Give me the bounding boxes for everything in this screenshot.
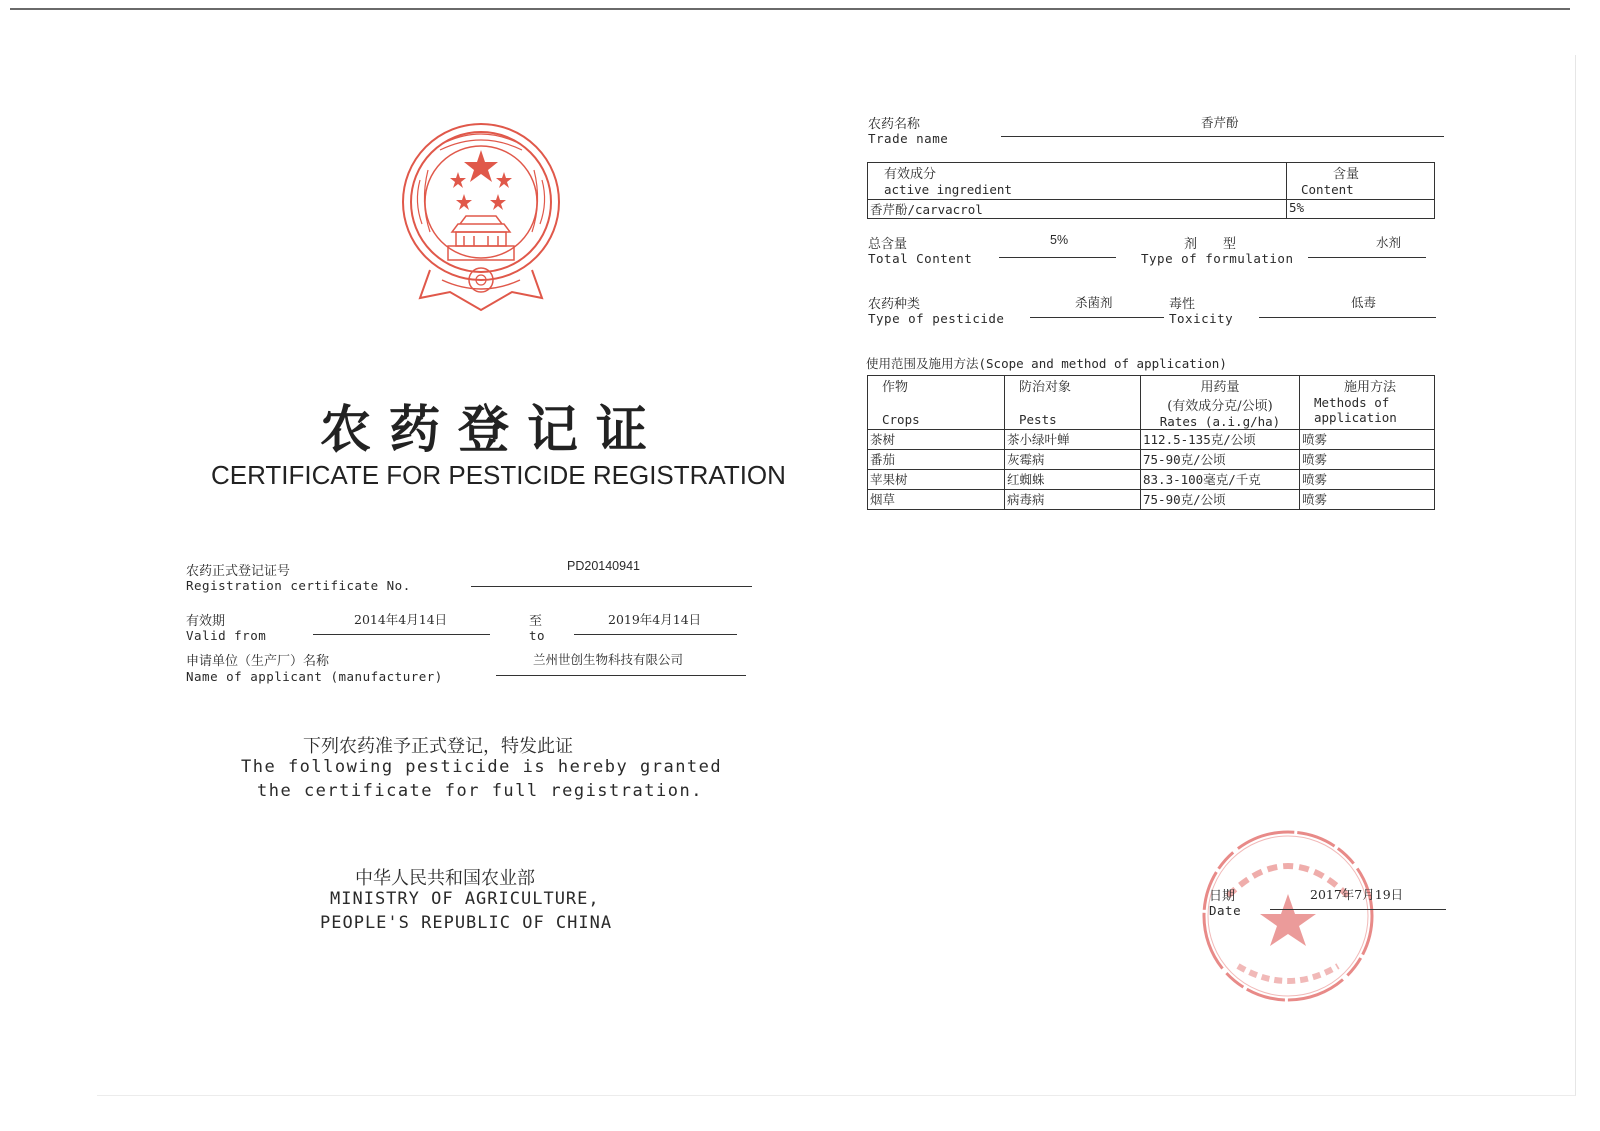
grant-statement-en-2: the certificate for full registration. (257, 781, 703, 801)
applicant-label-en: Name of applicant (manufacturer) (186, 669, 443, 684)
pest-cell: 病毒病 (1005, 490, 1141, 510)
rate-cell: 75-90克/公顷 (1141, 490, 1300, 510)
registration-no-label-en: Registration certificate No. (186, 578, 411, 593)
national-emblem-icon (400, 120, 562, 320)
total-content-label-en: Total Content (868, 251, 973, 266)
content-header-en: Content (1301, 182, 1354, 197)
ministry-name-en-1: MINISTRY OF AGRICULTURE, (330, 889, 600, 909)
pests-header-cn: 防治对象 (1019, 380, 1072, 395)
grant-statement-cn: 下列农药准予正式登记，特发此证 (303, 736, 573, 757)
date-label-cn: 日期 (1209, 889, 1236, 904)
rates-header-cn: 用药量 (1200, 380, 1240, 395)
pest-cell: 红蜘蛛 (1005, 470, 1141, 490)
rate-cell: 75-90克/公顷 (1141, 450, 1300, 470)
content-header-cn: 含量 (1333, 167, 1360, 182)
formulation-label-cn: 剂 型 (1184, 237, 1237, 252)
table-row (868, 450, 1435, 470)
toxicity-label-cn: 毒性 (1169, 297, 1196, 312)
pesticide-type-underline (1030, 317, 1164, 318)
application-heading: 使用范围及施用方法(Scope and method of application) (866, 356, 1227, 371)
valid-to-label-en: to (529, 628, 546, 643)
valid-to-value: 2019年4月14日 (608, 612, 702, 627)
applicant-underline (496, 675, 746, 676)
trade-name-label-cn: 农药名称 (868, 117, 921, 132)
content-value: 5% (1287, 200, 1435, 219)
toxicity-label-en: Toxicity (1169, 311, 1234, 326)
scan-edge (10, 8, 1570, 10)
registration-no-underline (471, 586, 752, 587)
pesticide-type-label-en: Type of pesticide (868, 311, 1005, 326)
toxicity-value: 低毒 (1351, 295, 1377, 310)
trade-name-label-en: Trade name (868, 131, 949, 146)
ingredient-header-en: active ingredient (884, 182, 1012, 197)
formulation-value: 水剂 (1376, 235, 1402, 250)
valid-from-underline (313, 634, 490, 635)
ministry-name-en-2: PEOPLE'S REPUBLIC OF CHINA (320, 913, 613, 933)
formulation-label-en: Type of formulation (1141, 251, 1294, 266)
total-content-label-cn: 总含量 (868, 237, 908, 252)
rates-header-en: Rates (a.i.g/ha) (1159, 414, 1281, 429)
methods-header-en-1: Methods of (1314, 395, 1390, 410)
method-cell: 喷雾 (1300, 450, 1435, 470)
ministry-name-cn: 中华人民共和国农业部 (355, 868, 535, 889)
total-content-value: 5% (1050, 233, 1069, 247)
date-value: 2017年7月19日 (1310, 887, 1404, 902)
trade-name-value: 香芹酚 (1201, 115, 1239, 130)
valid-to-underline (574, 634, 737, 635)
formulation-underline (1308, 257, 1426, 258)
toxicity-underline (1259, 317, 1436, 318)
registration-no-label-cn: 农药正式登记证号 (186, 564, 291, 579)
rate-cell: 112.5-135克/公顷 (1141, 430, 1300, 450)
ingredient-header-cn: 有效成分 (884, 167, 937, 182)
method-cell: 喷雾 (1300, 490, 1435, 510)
rate-cell: 83.3-100毫克/千克 (1141, 470, 1300, 490)
valid-label-cn: 有效期 (186, 614, 226, 629)
table-row (868, 490, 1435, 510)
crops-header-cn: 作物 (882, 380, 909, 395)
valid-to-label-cn: 至 (529, 614, 543, 629)
crop-cell: 烟草 (868, 490, 1005, 510)
ingredient-table (867, 162, 1435, 219)
methods-header-cn: 施用方法 (1344, 380, 1397, 395)
pesticide-type-label-cn: 农药种类 (868, 297, 921, 312)
applicant-label-cn: 申请单位（生产厂）名称 (186, 654, 330, 669)
total-content-underline (999, 257, 1116, 258)
valid-from-value: 2014年4月14日 (354, 612, 448, 627)
crop-cell: 苹果树 (868, 470, 1005, 490)
pest-cell: 茶小绿叶蝉 (1005, 430, 1141, 450)
applicant-value: 兰州世创生物科技有限公司 (533, 652, 684, 667)
registration-no-value: PD20140941 (567, 559, 640, 573)
grant-statement-en-1: The following pesticide is hereby granted (241, 757, 723, 777)
date-underline (1270, 909, 1446, 910)
method-cell: 喷雾 (1300, 430, 1435, 450)
pest-cell: 灰霉病 (1005, 450, 1141, 470)
crop-cell: 番茄 (868, 450, 1005, 470)
ingredient-value: 香芹酚/carvacrol (868, 200, 1287, 219)
date-label-en: Date (1209, 903, 1242, 918)
certificate-title-cn: 农药登记证 (320, 400, 666, 460)
table-row (868, 470, 1435, 490)
methods-header-en-2: application (1314, 410, 1397, 425)
pesticide-type-value: 杀菌剂 (1075, 295, 1113, 310)
method-cell: 喷雾 (1300, 470, 1435, 490)
pests-header-en: Pests (1019, 412, 1057, 427)
valid-label-en: Valid from (186, 628, 267, 643)
rates-header-cn-2: (有效成分克/公顷) (1167, 399, 1273, 414)
crops-header-en: Crops (882, 412, 920, 427)
application-table (867, 375, 1435, 510)
crop-cell: 茶树 (868, 430, 1005, 450)
table-row (868, 430, 1435, 450)
certificate-title-en: CERTIFICATE FOR PESTICIDE REGISTRATION (211, 460, 786, 490)
trade-name-underline (1001, 136, 1444, 137)
